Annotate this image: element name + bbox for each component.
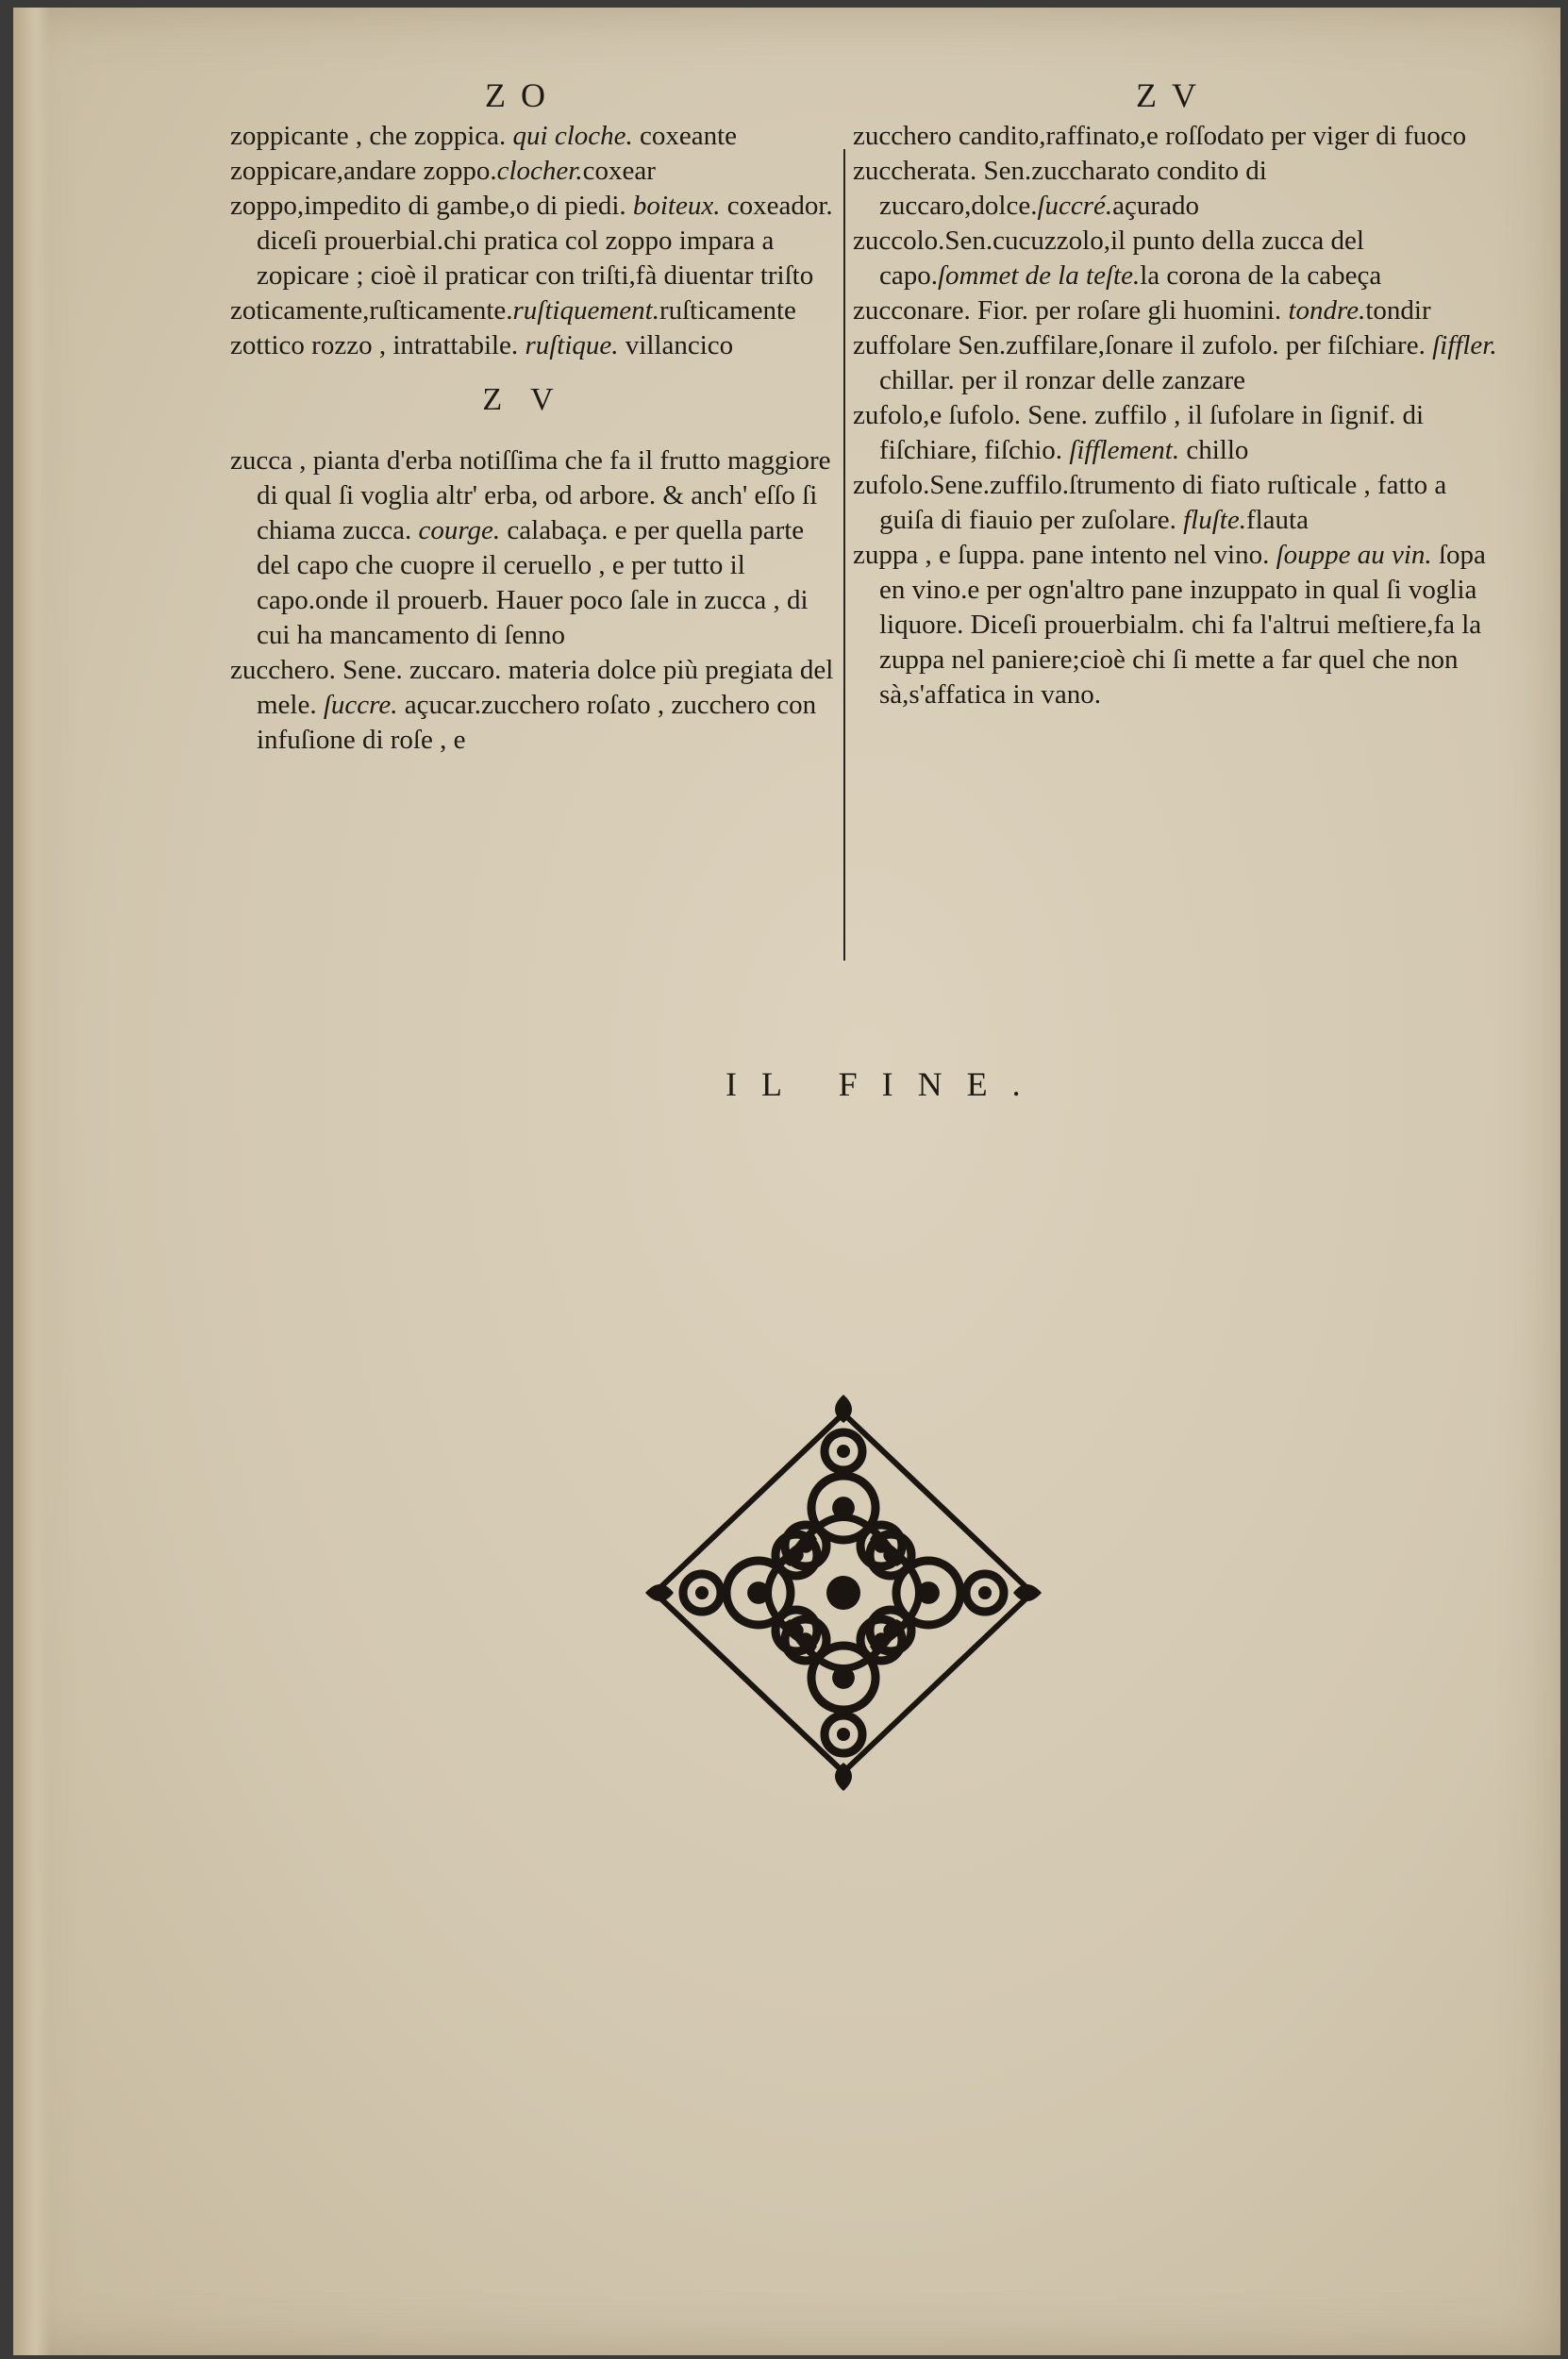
entry-spanish: villancico	[618, 330, 734, 360]
dictionary-entry	[230, 154, 834, 189]
right-entries	[853, 119, 1504, 712]
ornament-center	[826, 1576, 860, 1610]
entry-spanish: calabaça. e per quella parte del capo che cuopre il ceruello , e per tutto il capo.onde il prouerb. Hauer poco ſale in zucca , di cui ha mancamento di ſenno	[257, 515, 809, 650]
entry-italian: zuccherata. Sen.zuccharato condito di zuccaro,dolce.	[853, 156, 1267, 221]
right-column	[853, 119, 1504, 712]
ornament-leaf	[1013, 1584, 1042, 1601]
entry-italian: zucchero candito,raffinato,e roſſodato per viger di fuoco	[853, 121, 1467, 151]
entry-french: ſiffler.	[1432, 330, 1497, 360]
entry-spanish: chillo	[1179, 435, 1249, 465]
entry-italian: zufolo,e ſufolo. Sene. zuffilo , il ſufolare in ſignif. di fiſchiare, fiſchio.	[853, 400, 1425, 465]
book-page	[13, 8, 1560, 2355]
entry-french: tondre.	[1288, 295, 1366, 326]
entry-french: ruſtique.	[525, 330, 619, 360]
right-column-header: ZV	[1136, 76, 1211, 114]
dictionary-entry	[853, 154, 1504, 224]
dictionary-entry	[853, 328, 1504, 398]
entry-spanish: açucar.zucchero roſato , zucchero con infuſione di roſe , e	[257, 690, 817, 755]
dictionary-entry	[230, 328, 834, 363]
ornament-dot	[695, 1586, 709, 1599]
ornament-dot	[837, 1728, 850, 1741]
il-fine-text: IL FINE.	[726, 1065, 1045, 1103]
dictionary-entry	[230, 119, 834, 154]
dictionary-entry	[230, 189, 834, 293]
fleuron-ornament-icon	[636, 1395, 1051, 1791]
entry-french: ſuccré.	[1037, 191, 1113, 221]
dictionary-entry	[230, 293, 834, 328]
entry-italian: zoppicante , che zoppica.	[230, 121, 513, 151]
entry-french: clocher.	[496, 156, 583, 186]
entry-italian: zoppo,impedito di gambe,o di piedi.	[230, 191, 633, 221]
entry-italian: zuppa , e ſuppa. pane intento nel vino.	[853, 540, 1276, 570]
left-entries-before	[230, 119, 834, 363]
entry-spanish: coxeador. diceſi prouerbial.chi pratica col zoppo impara a zopicare ; cioè il praticar con triſti,fà diuentar triſto	[257, 191, 833, 291]
entry-spanish: la corona de la cabeça	[1140, 260, 1382, 291]
entry-italian: zoticamente,ruſticamente.	[230, 295, 513, 326]
ornament-leaf	[645, 1584, 674, 1601]
entry-french: ſuccre.	[323, 690, 398, 720]
ornament-quadrant	[645, 1534, 817, 1651]
entry-french: ſommet de la teſte.	[938, 260, 1141, 291]
left-column	[230, 119, 834, 758]
ornament-dot	[837, 1445, 850, 1458]
dictionary-entry	[853, 293, 1504, 328]
entry-french: ſouppe au vin.	[1276, 540, 1432, 570]
left-column-header: ZO	[485, 76, 560, 114]
dictionary-entry	[853, 119, 1504, 154]
dictionary-entry	[230, 653, 834, 758]
entry-italian: zucca , pianta d'erba notiſſima che fa il frutto maggiore di qual ſi voglia altr' erba, od arbore. & anch' eſſo ſi chiama zucca.	[230, 445, 831, 545]
entry-spanish: ſopa en vino.e per ogn'altro pane inzuppato in qual ſi voglia liquore. Diceſi prouerbialm. chi fa l'altrui meſtiere,fa la zuppa nel paniere;cioè chi ſi mette a far quel che non sà,s'affatica in vano.	[879, 540, 1486, 710]
left-entries-after	[230, 443, 834, 758]
column-divider	[843, 149, 845, 961]
entry-italian: zuccolo.Sen.cucuzzolo,il punto della zucca del capo.	[853, 226, 1364, 291]
dictionary-entry	[853, 538, 1504, 712]
dictionary-entry	[853, 224, 1504, 293]
entry-spanish: ruſticamente	[659, 295, 796, 326]
entry-spanish: coxeante	[632, 121, 738, 151]
dictionary-entry	[853, 398, 1504, 468]
entry-french: qui cloche.	[512, 121, 633, 151]
entry-french: boiteux.	[632, 191, 721, 221]
entry-spanish: flauta	[1245, 505, 1309, 535]
page-gutter	[13, 8, 51, 2355]
ornament-dot	[978, 1586, 992, 1599]
entry-french: ſifflement.	[1069, 435, 1180, 465]
entry-italian: zucconare. Fior. per roſare gli huomini.	[853, 295, 1289, 326]
entry-french: fluſte.	[1183, 505, 1246, 535]
entry-italian: zottico rozzo , intrattabile.	[230, 330, 525, 360]
entry-spanish: açurado	[1112, 191, 1199, 221]
entry-spanish: tondir	[1365, 295, 1431, 326]
entry-french: ruſtiquement.	[512, 295, 659, 326]
entry-spanish: chillar. per il ronzar delle zanzare	[879, 365, 1246, 395]
left-subheader: ZV	[482, 382, 582, 417]
dictionary-entry	[853, 468, 1504, 538]
entry-french: courge.	[418, 515, 501, 545]
entry-italian: zufolo.Sene.zuffilo.ſtrumento di fiato ruſticale , fatto a guiſa di fiauio per zuſolare.	[853, 470, 1447, 535]
entry-italian: zuffolare Sen.zuffilare,ſonare il zufolo. per fiſchiare.	[853, 330, 1433, 360]
entry-italian: zoppicare,andare zoppo.	[230, 156, 497, 186]
entry-spanish: coxear	[582, 156, 656, 186]
dictionary-entry	[230, 443, 834, 653]
entry-italian: zucchero. Sene. zuccaro. materia dolce più pregiata del mele.	[230, 655, 834, 720]
